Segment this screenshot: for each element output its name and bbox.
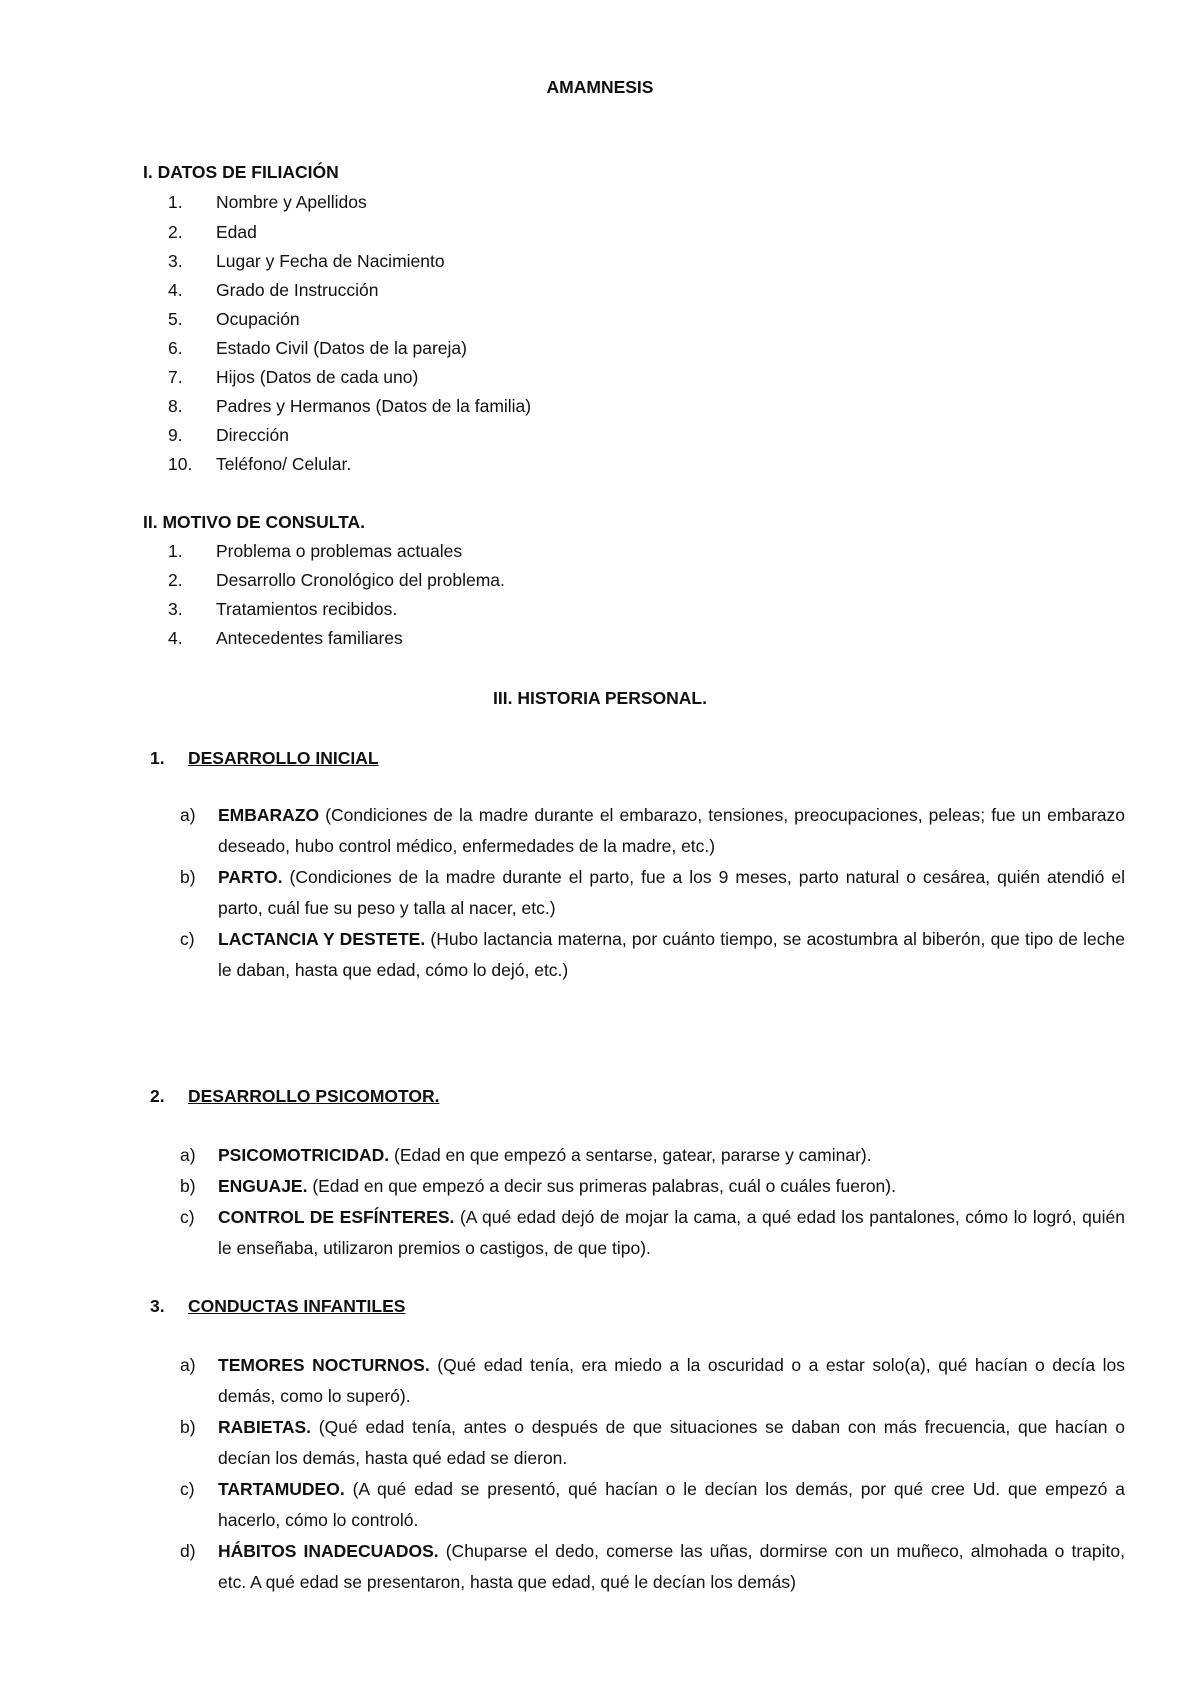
section-heading-datos-filiacion: I. DATOS DE FILIACIÓN: [143, 162, 339, 182]
subsection-number: 2.: [150, 1086, 165, 1106]
section-heading-historia-personal: III. HISTORIA PERSONAL.: [493, 688, 707, 708]
list-item: a) EMBARAZO (Condiciones de la madre durante el embarazo, tensiones, preocupaciones, peleas; fue un embarazo deseado, hubo control médico, enfermedades de la madre, etc.): [180, 805, 1125, 856]
subsection-title: DESARROLLO PSICOMOTOR.: [188, 1086, 440, 1106]
document-page: AMAMNESIS I. DATOS DE FILIACIÓN 1. Nombre y Apellidos 2. Edad 3. Lugar y Fecha de Nacimiento 4. Grado de Instrucción 5. Ocupación 6. Estado Civil (Datos de la pareja) 7. Hijos (Datos de cada uno) 8. Padres y Hermanos (Datos de la familia) 9. Dirección 10. Teléfono/ Celular. II. MOTIVO DE CONSULTA. 1. Problema o problemas actuales 2. Desarrollo Cronológico del problema. 3. Tratamientos recibidos. 4. Antecedentes familiares III. HISTORIA PERSONAL. 1. DESARROLLO INICIAL a) EMBARAZO (Condiciones de la madre durante el embarazo, tensiones, preocupaciones, peleas; fue un embarazo deseado, hubo control médico, enfermedades de la madre, etc.) b) PARTO. (Condiciones de la madre durante el parto, fue a los 9 meses, parto natural o cesárea, quién atendió el parto, cuál fue su peso y talla al nacer, etc.) c) LACTANCIA Y DESTETE. (Hubo lactancia materna, por cuánto tiempo, se acostumbra al biberón, que tipo de leche le daban, hasta que edad, cómo lo dejó, etc.) 2. DESARROLLO PSICOMOTOR. a) PSICOMOTRICIDAD. (Edad en que empezó a sentarse, gatear, pararse y caminar). b) ENGUAJE. (Edad en que empezó a decir sus primeras palabras, cuál o cuáles fueron). c) CONTROL DE ESFÍNTERES. (A qué edad dejó de mojar la cama, a qué edad los pantalones, cómo lo logró, quién le enseñaba, utilizaron premios o castigos, de que tipo). 3. CONDUCTAS INFANTILES a) TEMORES NOCTURNOS. (Qué edad tenía, era miedo a la oscuridad o a estar solo(a), qué hacían o decía los demás, como lo superó). b) RABIETAS. (Qué edad tenía, antes o después de que situaciones se daban con más frecuencia, que hacían o decían los demás, hasta qué edad se dieron. c) TARTAMUDEO. (A qué edad se presentó, qué hacían o le decían los demás, por qué cree Ud. que empezó a hacerlo, cómo lo controló. d) HÁBITOS INADECUADOS. (Chuparse el dedo, comerse las uñas, dormirse con un muñeco, almohada o trapito, etc. A qué edad se presentaron, hasta que edad, qué le decían los demás): [0, 0, 1200, 1698]
list-item: a) PSICOMOTRICIDAD. (Edad en que empezó a sentarse, gatear, pararse y caminar).: [180, 1145, 872, 1165]
list-item: a) TEMORES NOCTURNOS. (Qué edad tenía, era miedo a la oscuridad o a estar solo(a), qué hacían o decía los demás, como lo superó).: [180, 1355, 1125, 1406]
subsection-title: CONDUCTAS INFANTILES: [188, 1296, 406, 1316]
list-item: c) CONTROL DE ESFÍNTERES. (A qué edad dejó de mojar la cama, a qué edad los pantalones, cómo lo logró, quién le enseñaba, utilizaron premios o castigos, de que tipo).: [180, 1207, 1125, 1258]
document-title: AMAMNESIS: [546, 77, 654, 97]
list-item: b) RABIETAS. (Qué edad tenía, antes o después de que situaciones se daban con más frecuencia, que hacían o decían los demás, hasta qué edad se dieron.: [180, 1417, 1125, 1468]
list-item: c) LACTANCIA Y DESTETE. (Hubo lactancia materna, por cuánto tiempo, se acostumbra al biberón, que tipo de leche le daban, hasta que edad, cómo lo dejó, etc.): [180, 929, 1125, 980]
subsection-title: DESARROLLO INICIAL: [188, 748, 379, 768]
subsection-number: 1.: [150, 748, 165, 768]
list-item: c) TARTAMUDEO. (A qué edad se presentó, qué hacían o le decían los demás, por qué cree Ud. que empezó a hacerlo, cómo lo controló.: [180, 1479, 1125, 1530]
section-heading-motivo-consulta: II. MOTIVO DE CONSULTA.: [143, 512, 365, 532]
list-item: b) ENGUAJE. (Edad en que empezó a decir sus primeras palabras, cuál o cuáles fueron).: [180, 1176, 896, 1196]
list-item: b) PARTO. (Condiciones de la madre durante el parto, fue a los 9 meses, parto natural o cesárea, quién atendió el parto, cuál fue su peso y talla al nacer, etc.): [180, 867, 1125, 918]
list-item: d) HÁBITOS INADECUADOS. (Chuparse el dedo, comerse las uñas, dormirse con un muñeco, almohada o trapito, etc. A qué edad se presentaron, hasta que edad, qué le decían los demás): [180, 1541, 1125, 1592]
subsection-number: 3.: [150, 1296, 165, 1316]
